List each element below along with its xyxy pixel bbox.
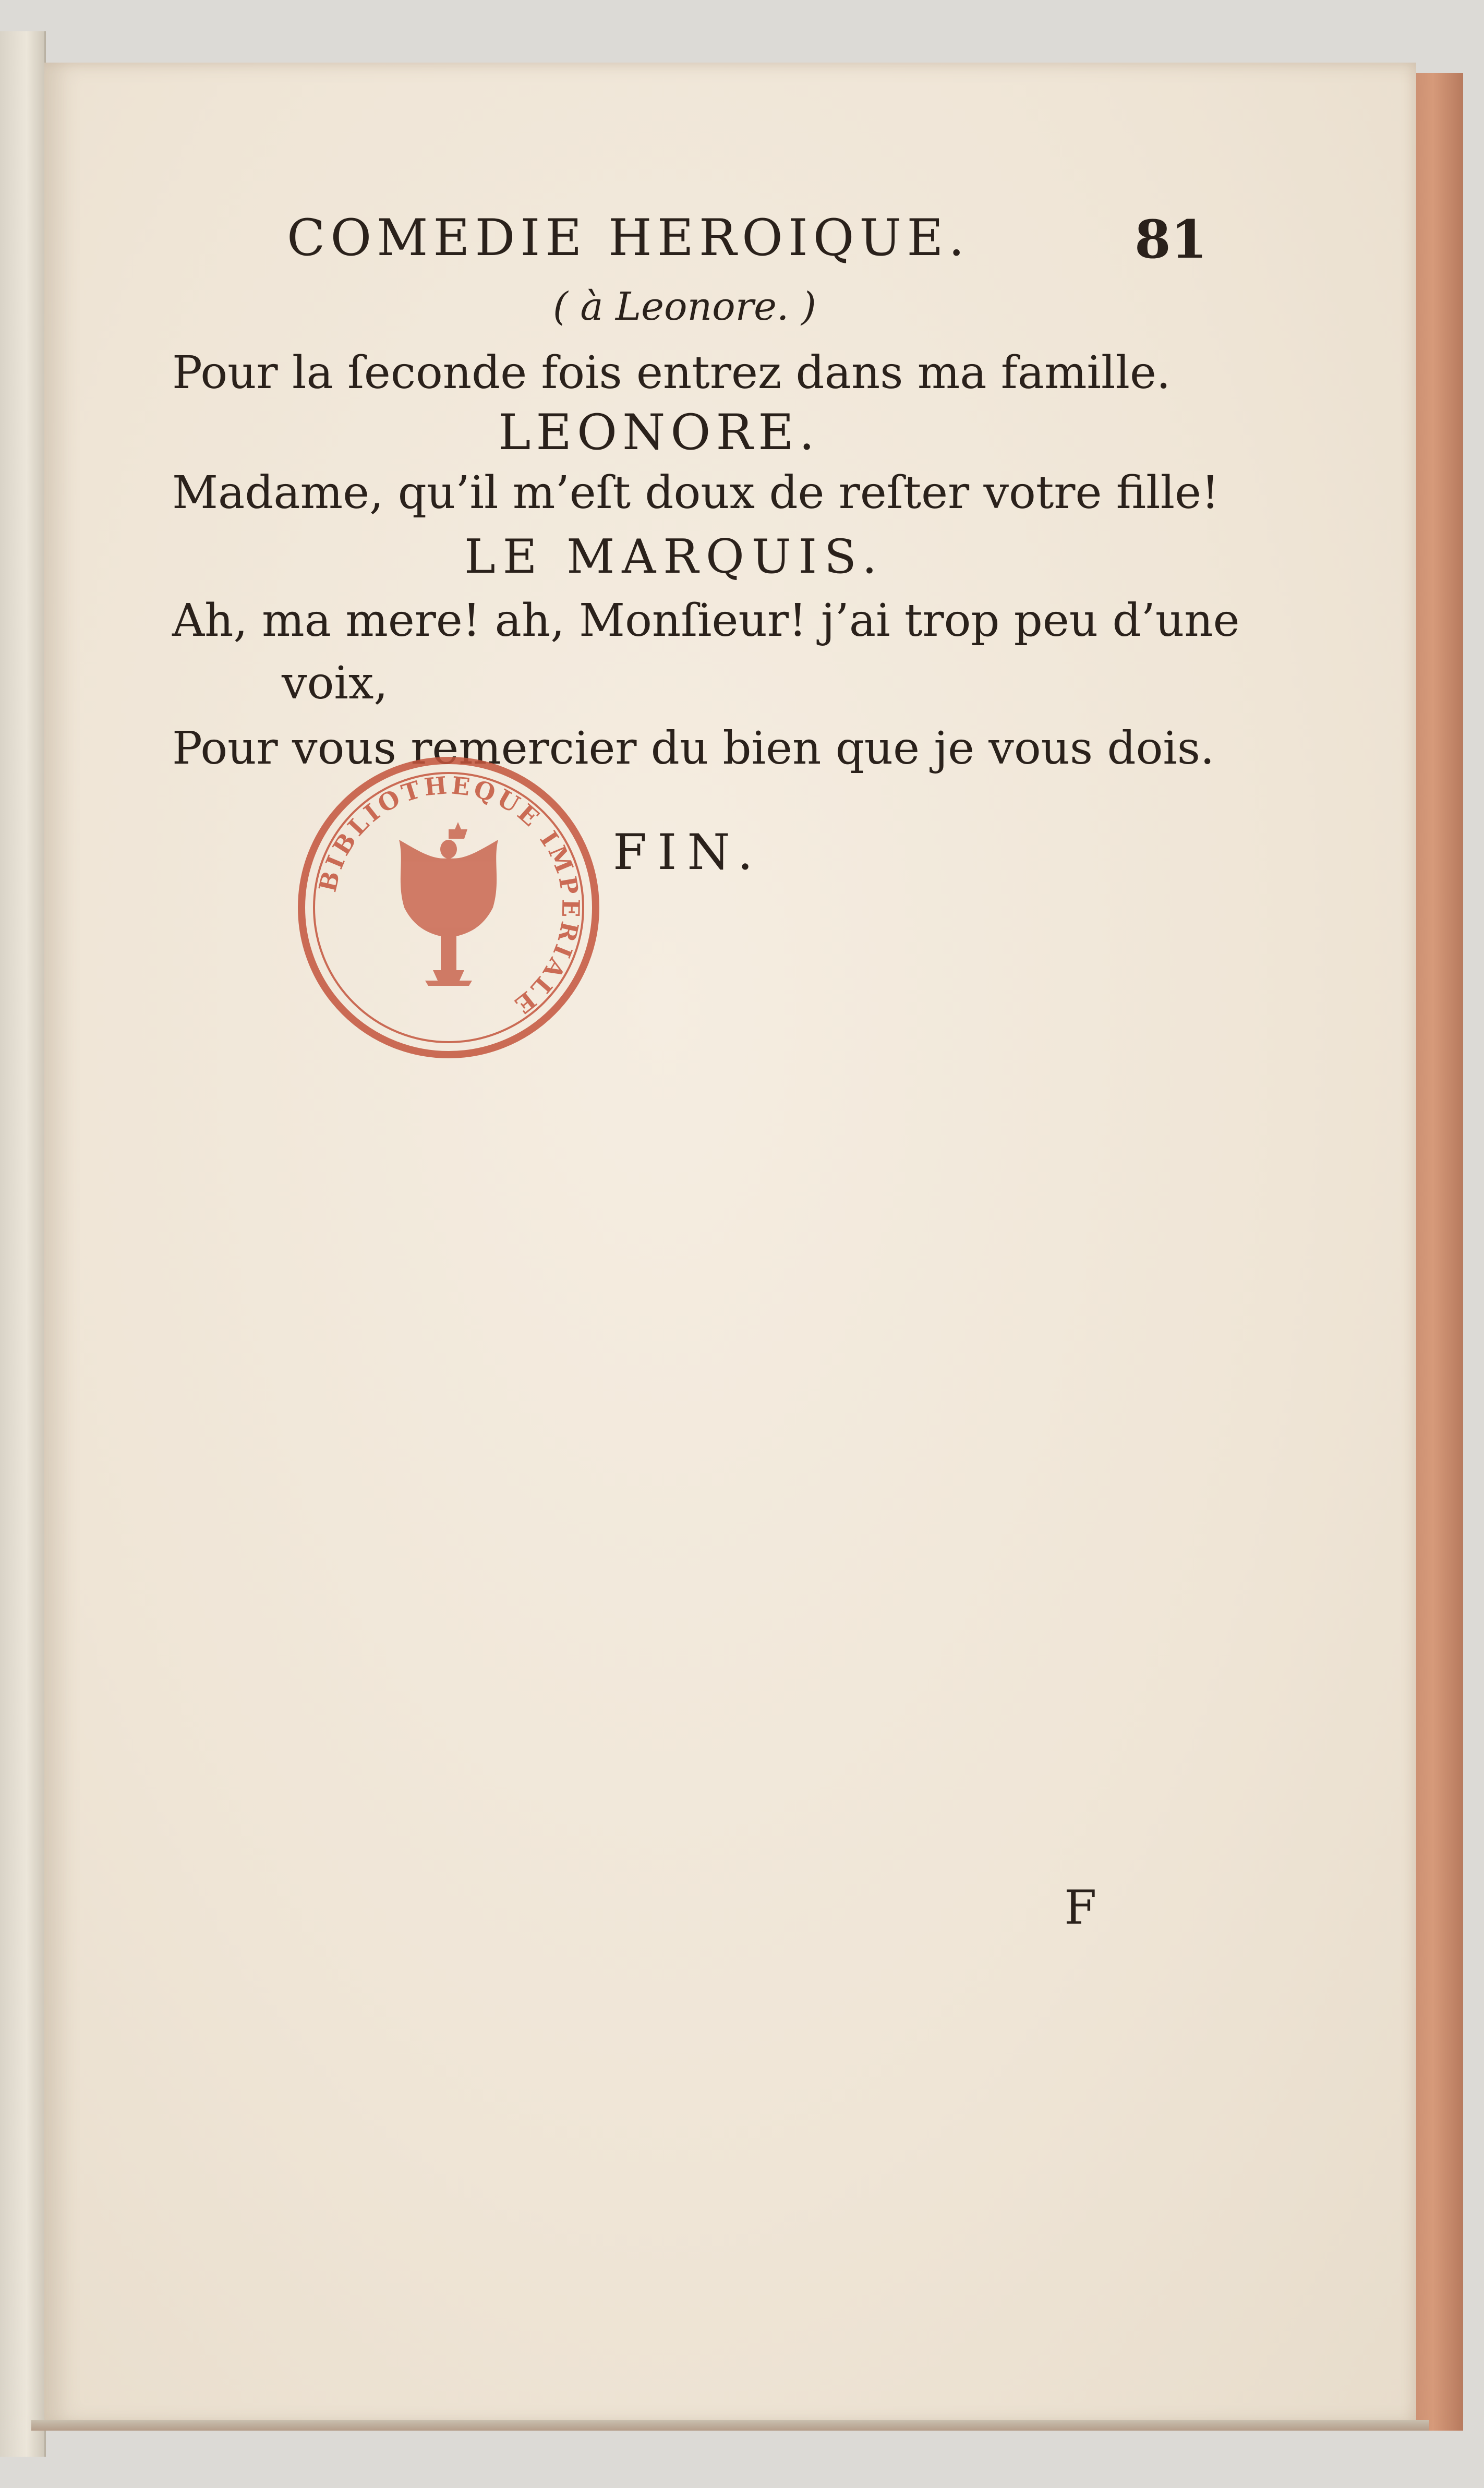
stage-direction: ( à Leonore. ) xyxy=(553,284,816,329)
verse-line-continuation: voix, xyxy=(282,657,388,709)
book-cover-edge xyxy=(1408,73,1463,2431)
end-mark: FIN. xyxy=(613,824,764,881)
page-number: 81 xyxy=(1135,209,1208,270)
verse-line: Pour vous remercier du bien que je vous dois. xyxy=(172,722,1215,775)
stamp-text: BIBLIOTHEQUE IMPERIALE xyxy=(313,770,585,1021)
verse-line: Madame, qu’il m’eſt doux de reſter votre fille! xyxy=(172,467,1220,519)
speaker-name: LE MARQUIS. xyxy=(464,529,885,584)
library-stamp xyxy=(292,751,605,1064)
verse-line: Pour la ſeconde fois entrez dans ma famille. xyxy=(172,347,1171,399)
speaker-name: LEONORE. xyxy=(498,404,820,461)
running-head: COMEDIE HEROIQUE. xyxy=(287,209,970,267)
imperial-eagle-icon xyxy=(399,822,498,986)
left-page-edge xyxy=(0,31,46,2457)
signature-mark: F xyxy=(1064,1880,1097,1935)
page-bottom-edge xyxy=(31,2420,1429,2431)
verse-line: Ah, ma mere! ah, Monſieur! j’ai trop peu d’une xyxy=(172,595,1240,647)
